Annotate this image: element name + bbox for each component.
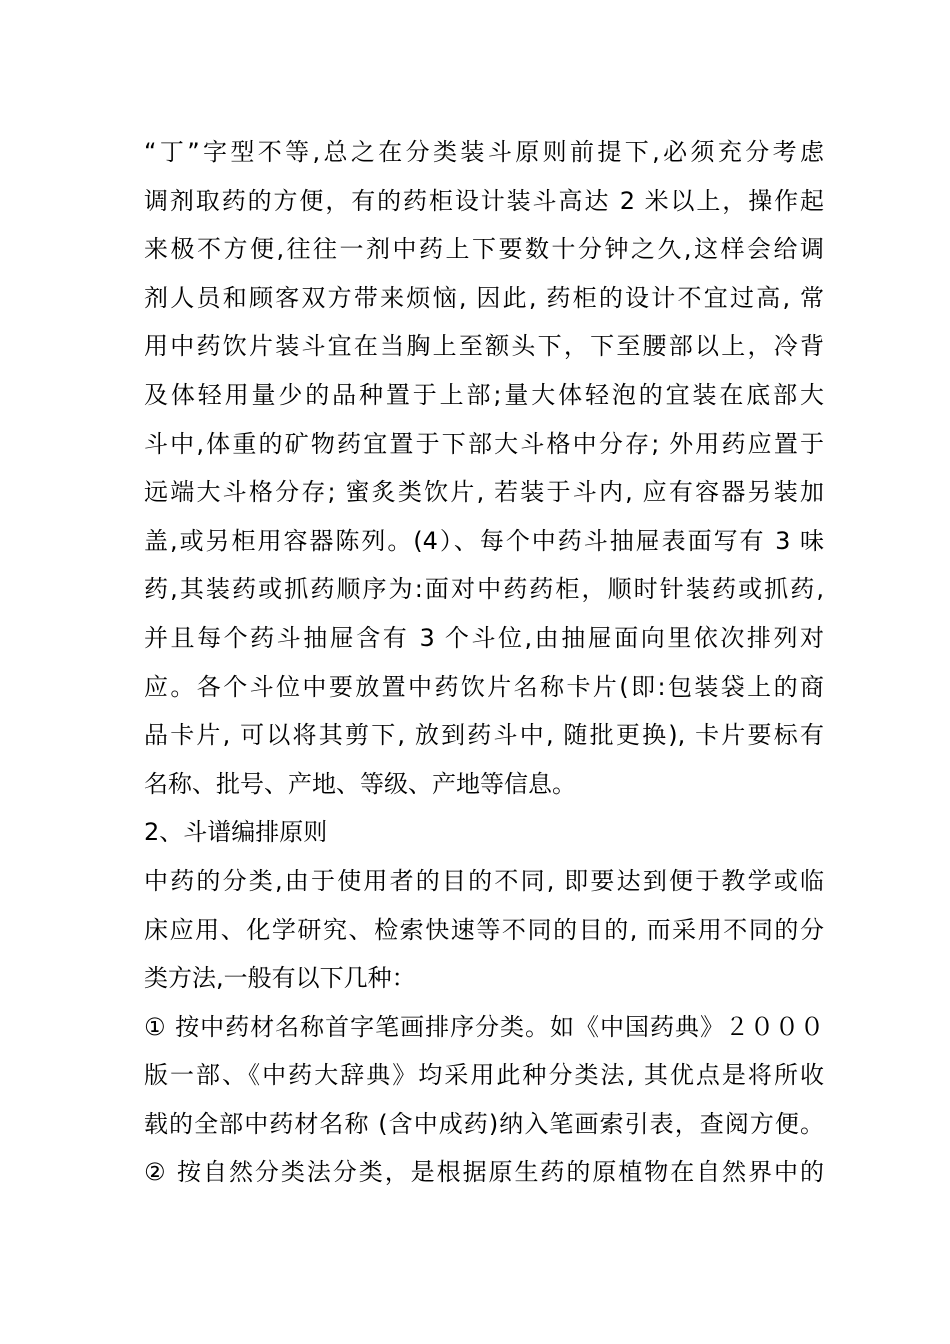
text-line: 版一部、《中药大辞典》均采用此种分类法, 其优点是将所收 <box>144 1061 824 1090</box>
text-line: 中药的分类,由于使用者的目的不同, 即要达到便于教学或临 <box>144 866 824 895</box>
text-line: 用中药饮片装斗宜在当胸上至额头下，下至腰部以上，冷背 <box>144 332 824 361</box>
text-line: 调剂取药的方便，有的药柜设计装斗高达 2 米以上，操作起 <box>144 186 824 215</box>
text-line: 类方法,一般有以下几种： <box>144 964 416 993</box>
list-item: ① 按中药材名称首字笔画排序分类。如《中国药典》２０００ <box>144 1012 824 1041</box>
text-line: 名称、批号、产地、等级、产地等信息。 <box>144 769 576 798</box>
list-item: ② 按自然分类法分类，是根据原生药的原植物在自然界中的 <box>144 1158 824 1187</box>
section-heading: 2、斗谱编排原则 <box>144 818 328 847</box>
text-line: 远端大斗格分存; 蜜炙类饮片, 若装于斗内, 应有容器另装加 <box>144 478 824 507</box>
text-line: 品卡片, 可以将其剪下, 放到药斗中, 随批更换), 卡片要标有 <box>144 721 824 750</box>
document-body <box>144 128 824 1197</box>
text-line: 应。各个斗位中要放置中药饮片名称卡片(即:包装袋上的商 <box>144 672 824 701</box>
text-line: “丁”字型不等,总之在分类装斗原则前提下,必须充分考虑 <box>144 138 824 166</box>
text-line: 剂人员和顾客双方带来烦恼, 因此, 药柜的设计不宜过高, 常 <box>144 283 824 312</box>
text-line: 及体轻用量少的品种置于上部;量大体轻泡的宜装在底部大 <box>144 380 824 409</box>
text-line: 斗中,体重的矿物药宜置于下部大斗格中分存; 外用药应置于 <box>144 429 824 458</box>
text-line: 床应用、化学研究、检索快速等不同的目的, 而采用不同的分 <box>144 915 824 944</box>
text-line: 载的全部中药材名称 (含中成药)纳入笔画索引表，查阅方便。 <box>144 1109 824 1138</box>
text-line: 来极不方便,往往一剂中药上下要数十分钟之久,这样会给调 <box>144 235 824 264</box>
text-line: 药,其装药或抓药顺序为:面对中药药柜，顺时针装药或抓药, <box>144 575 824 604</box>
text-line: 并且每个药斗抽屉含有 3 个斗位,由抽屉面向里依次排列对 <box>144 623 824 652</box>
text-line: 盖,或另柜用容器陈列。(4）、每个中药斗抽屉表面写有 3 味 <box>144 526 824 555</box>
